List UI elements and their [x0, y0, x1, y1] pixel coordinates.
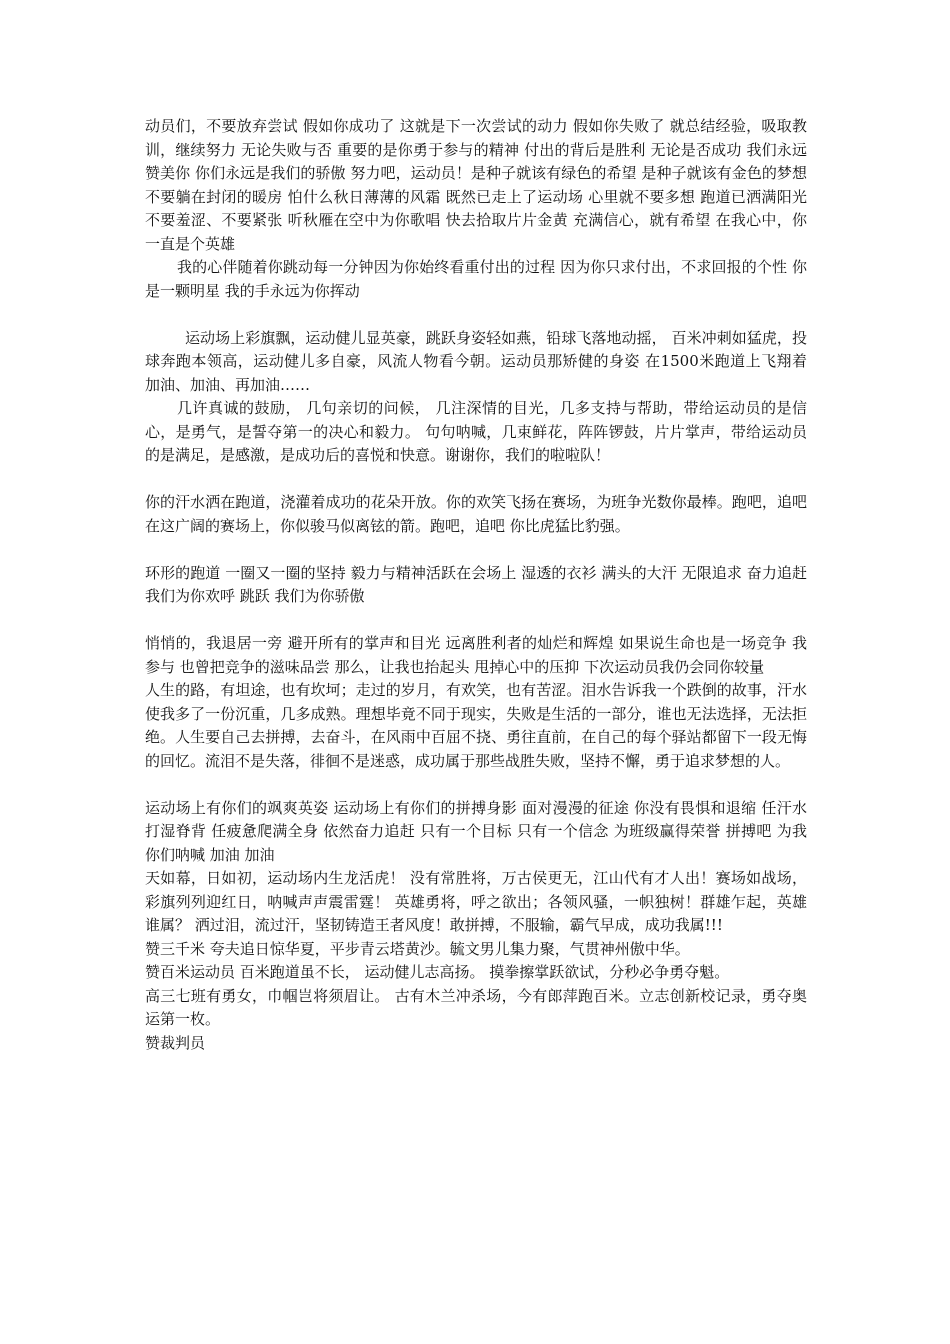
blank-line: [145, 468, 807, 492]
paragraph-sweat: 你的汗水洒在跑道，浇灌着成功的花朵开放。你的欢笑飞扬在赛场，为班争光数你最棒。跑吧，追吧 在这广阔的赛场上，你似骏马似离铉的箭。跑吧，追吧 你比虎猛比豹强。: [145, 493, 807, 535]
paragraph-life-road: 人生的路，有坦途，也有坎坷；走过的岁月，有欢笑，也有苦涩。泪水告诉我一个跌倒的故事，汗水使我多了一份沉重，几多成熟。理想毕竟不同于现实，失败是生活的一部分，谁也无法选择，无法拒绝。人生要自己去拼搏，去奋斗，在风雨中百屈不挠、勇往直前，在自己的每个驿站都留下一段无悔的回忆。流泪不是失落，徘徊不是迷惑，成功属于那些战胜失败，坚持不懈，勇于追求梦想的人。: [145, 681, 807, 770]
blank-line: [145, 538, 807, 562]
paragraph-track: 环形的跑道 一圈又一圈的坚持 毅力与精神活跃在会场上 湿透的衣衫 满头的大汗 无限追求 奋力追赶 我们为你欢呼 跳跃 我们为你骄傲: [145, 563, 807, 605]
paragraph-sky-curtain: 天如幕，日如初，运动场内生龙活虎！ 没有常胜将，万古侯更无，江山代有才人出！赛场如战场，彩旗列列迎红日，呐喊声声震雷霆！ 英雄勇将，呼之欲出；各领风骚，一帜独树！群雄乍起，英雄谁属？ 洒过泪，流过汗，坚韧铸造王者风度！敢拼搏，不服输，霸气早成，成功我属!!!: [145, 869, 807, 934]
paragraph-stadium-flags: 运动场上彩旗飘，运动健儿显英豪，跳跃身姿轻如燕，铅球飞落地动摇， 百米冲刺如猛虎，投球奔跑本领高，运动健儿多自豪，风流人物看今朝。运动员那矫健的身姿 在1500米跑道上飞翔着 加油、加油、再加油……: [145, 328, 807, 394]
paragraph-encouragement: 动员们，不要放弃尝试 假如你成功了 这就是下一次尝试的动力 假如你失败了 就总结经验，吸取教训，继续努力 无论失败与否 重要的是你勇于参与的精神 付出的背后是胜利 无论是否成功 我们永远赞美你 你们永远是我们的骄傲 努力吧，运动员！是种子就该有绿色的希望 是种子就该有金色的梦想 不要躺在封闭的暖房 怕什么秋日薄薄的风霜 既然已走上了运动场 心里就不要多想 跑道已洒满阳光不要羞涩、不要紧张 听秋雁在空中为你歌唱 快去拾取片片金黄 充满信心，就有希望 在我心中，你一直是个英雄: [145, 117, 807, 253]
blank-line: [145, 773, 807, 797]
paragraph-step-aside: 悄悄的，我退居一旁 避开所有的掌声和目光 远离胜利者的灿烂和辉煌 如果说生命也是一场竞争 我参与 也曾把竞争的滋味品尝 那么，让我也抬起头 甩掉心中的压抑 下次运动员我仍会同你较量: [145, 634, 807, 676]
paragraph-heart: 我的心伴随着你跳动每一分钟因为你始终看重付出的过程 因为你只求付出，不求回报的个性 你是一颗明星 我的手永远为你挥动: [145, 258, 807, 300]
paragraph-referee-heading: 赞裁判员: [145, 1033, 206, 1052]
paragraph-heroic-figure: 运动场上有你们的飒爽英姿 运动场上有你们的拼搏身影 面对漫漫的征途 你没有畏惧和退缩 任汗水打湿脊背 任疲惫爬满全身 依然奋力追赶 只有一个目标 只有一个信念 为班级赢得荣誉 拼搏吧 为我你们呐喊 加油 加油: [145, 798, 807, 864]
paragraph-3000m-praise: 赞三千米 夸夫追日惊华夏，平步青云塔黄沙。毓文男儿集力聚，气贯神州傲中华。: [145, 939, 690, 958]
paragraph-class-girls: 高三七班有勇女，巾帼岂将须眉让。 古有木兰冲杀场，今有郎萍跑百米。立志创新校记录，勇夺奥运第一枚。: [145, 986, 807, 1028]
paragraph-100m-praise: 赞百米运动员 百米跑道虽不长， 运动健儿志高扬。 摸拳擦掌跃欲试，分秒必争勇夺魁。: [145, 963, 730, 981]
document-body: [145, 115, 807, 1055]
blank-line: [145, 609, 807, 633]
blank-line: [145, 303, 807, 327]
paragraph-cheer-squad: 几许真诚的鼓励， 几句亲切的问候， 几注深情的目光，几多支持与帮助，带给运动员的是信心，是勇气，是誓夺第一的决心和毅力。 句句呐喊，几束鲜花，阵阵锣鼓，片片掌声，带给运动员的是满足，是感激，是成功后的喜悦和快意。谢谢你，我们的啦啦队！: [145, 399, 807, 464]
